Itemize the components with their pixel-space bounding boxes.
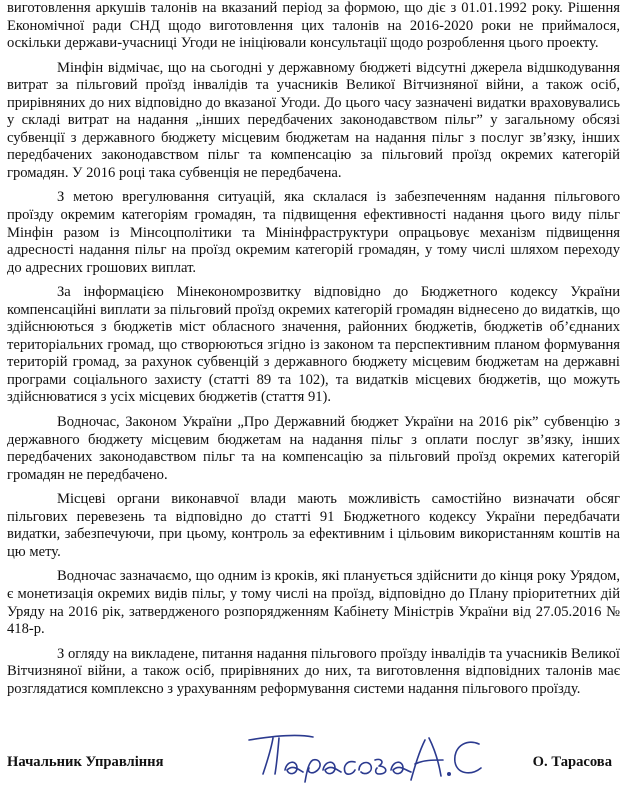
paragraph-monetization: Водночас зазначаємо, що одним із кроків, які планується здійснити до кінця року Урядом, є монетизація окремих видів пільг, у тому числі на проїзд, відповідно до Плану пріоритетних дій Уряду на 2016 рік, затвердженого розпорядженням Кабінету Міністрів України від 27.05.2016 № 418-р. — [7, 568, 620, 638]
paragraph-local-authorities: Місцеві органи виконавчої влади мають можливість самостійно визначати обсяг пільгових перевезень та відповідно до статті 91 Бюджетного кодексу України передбачати видатки, забезпечуючи, при цьому, контроль за ефективним і цільовим використанням коштів на цю мету. — [7, 491, 620, 560]
paragraph-minfin: Мінфін відмічає, що на сьогодні у державному бюджеті відсутні джерела відшкодування витрат за пільговий проїзд інвалідів та учасників Великої Вітчизняної війни, а також осіб, прирівняних до них відповідно до вказаної Угоди. До цього часу зазначені видатки враховувались у складі витрат на надання „інших передбачених законодавством пільг” у загальному обсязі субвенції з державного бюджету місцевим бюджетам на надання пільг з послуг зв’язку, інших передбачених законодавством пільг та компенсацію за пільговий проїзд окремих категорій громадян. У 2016 році така субвенція не передбачена. — [7, 59, 620, 181]
paragraph-conclusion: З огляду на викладене, питання надання пільгового проїзду інвалідів та учасників Великої Вітчизняної війни, а також осіб, прирівняних до них, та виготовлення відповідних талонів має розглядатися комплексно з урахуванням реформування системи надання пільгового проїзду. — [7, 645, 620, 697]
paragraph-minekonom: За інформацією Мінекономрозвитку відповідно до Бюджетного кодексу України компенсаційні виплати за пільговий проїзд окремих категорій громадян віднесено до видатків, що здійснюються з бюджетів міст обласного значення, районних бюджетів, бюджетів об’єднаних територіальних громад, що створюються згідно із законом та перспективним планом формування територій громад, за рахунок субвенцій з державного бюджету місцевим бюджетам на державні програми соціального захисту (статті 89 та 102), та видатків місцевих бюджетів, що можуть здійснюватися з усіх місцевих бюджетів (стаття 91). — [7, 284, 620, 406]
paragraph-budget-law: Водночас, Законом України „Про Державний бюджет України на 2016 рік” субвенцію з державного бюджету місцевим бюджетам на надання пільг з оплати послуг зв’язку, інших передбачених законодавством пільг та на компенсацію за пільговий проїзд окремих категорій громадян не передбачено. — [7, 414, 620, 483]
handwritten-signature — [243, 730, 493, 786]
paragraph-continuation: виготовлення аркушів талонів на вказаний період за формою, що діє з 01.01.1992 року. Рішення Економічної ради СНД щодо виготовлення цих талонів на 2016-2020 роки не приймалося, оскільки держави-учасниці Угоди не ініціювали консультації щодо розроблення цього проекту. — [7, 0, 620, 52]
signature-block — [7, 752, 620, 782]
signatory-title: Начальник Управління — [7, 754, 164, 770]
paragraph-regulation: З метою врегулювання ситуацій, яка склалася із забезпеченням надання пільгового проїзду окремим категоріям громадян, та підвищення ефективності надання цього виду пільг Мінфін разом із Мінсоцполітики та Мінінфраструктури опрацьовує механізм підвищення адресності надання пільг на проїзд окремим категорій громадян, у тому числі шляхом переходу до адресних грошових виплат. — [7, 189, 620, 276]
signatory-name: О. Тарасова — [532, 754, 612, 770]
